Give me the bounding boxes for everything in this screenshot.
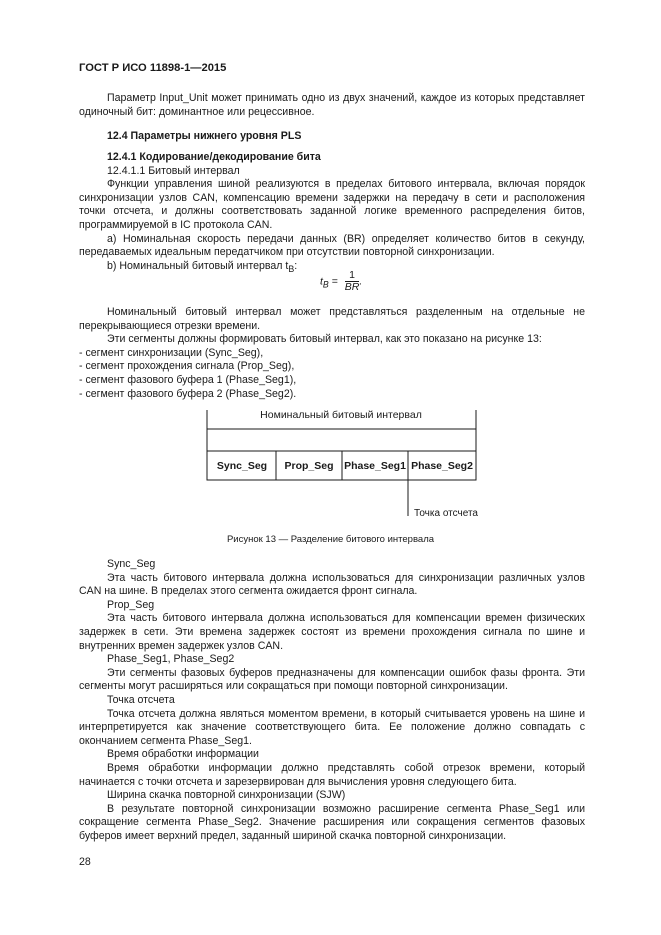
def-text: Эта часть битового интервала должна использоваться для компенсации времен физических задержек в сети. Эти времена задержек состоят из времени прохождения сигнала по шине и внутренних времен задержек узлов CAN. xyxy=(79,612,585,652)
def-text: Время обработки информации должно представлять собой отрезок времени, который начинается с точки отсчета и зарезервирован для вычисления уровня следующего бита. xyxy=(79,761,585,788)
paragraph-segments: Номинальный битовый интервал может представляться разделенным на отдельные не перекрывающиеся отрезки времени. xyxy=(79,306,585,332)
segment-sync-seg: Sync_Seg xyxy=(216,460,268,472)
segment-phase-seg1: Phase_Seg1 xyxy=(344,460,406,472)
item-a: а) Номинальная скорость передачи данных (BR) определяет количество битов в секунду, передаваемых идеальным передатчиком при отсутствии повторной синхронизации. xyxy=(79,232,585,259)
sample-point-label: Точка отсчета xyxy=(414,508,478,519)
bit-time-formula: $t_B$ = $\frac{1}{BR}$ . xyxy=(320,269,363,293)
definitions-block xyxy=(79,558,585,843)
intro-paragraph: Параметр Input_Unit может принимать одно из двух значений, каждое из которых представляет одиночный бит: доминантное или рецессивное. xyxy=(79,92,585,118)
list-item: - сегмент фазового буфера 1 (Phase_Seg1), xyxy=(79,373,297,386)
def-text: В результате повторной синхронизации возможно расширение сегмента Phase_Seg1 или сокращение сегмента Phase_Seg2. Значение расширения или сокращения сегментов фазовых буферов имеет верхний предел, заданный шириной скачка повторной синхронизации. xyxy=(79,802,585,842)
segment-phase-seg2: Phase_Seg2 xyxy=(411,460,473,472)
list-item: - сегмент фазового буфера 2 (Phase_Seg2). xyxy=(79,387,297,400)
section-heading-12-4: 12.4 Параметры нижнего уровня PLS xyxy=(107,130,302,142)
def-term: Prop_Seg xyxy=(107,598,155,611)
def-text: Эти сегменты фазовых буферов предназначены для компенсации ошибок фазы фронта. Эти сегменты могут расширяться или сокращаться при помощи повторной синхронизации. xyxy=(79,666,585,693)
segment-prop-seg: Prop_Seg xyxy=(284,460,334,472)
def-term: Phase_Seg1, Phase_Seg2 xyxy=(107,653,235,666)
list-item: - сегмент прохождения сигнала (Prop_Seg), xyxy=(79,360,295,373)
diagram-title: Номинальный битовый интервал xyxy=(260,409,422,421)
document-header: ГОСТ Р ИСО 11898-1—2015 xyxy=(79,62,227,74)
section-heading-12-4-1: 12.4.1 Кодирование/декодирование бита xyxy=(107,151,321,163)
def-term: Время обработки информации xyxy=(107,748,259,761)
section-heading-12-4-1-1: 12.4.1.1 Битовый интервал xyxy=(107,164,240,177)
figure-caption: Рисунок 13 — Разделение битового интервала xyxy=(226,534,435,545)
paragraph-bit-interval: Функции управления шиной реализуются в пределах битового интервала, включая порядок синхронизации узлов CAN, компенсацию времени задержки на передачу в сети и расположения точки отсчета, и должны соответствовать заданной логике временного распределения битов, программируемой в IC протокола CAN. xyxy=(79,178,585,231)
def-text: Точка отсчета должна являться моментом времени, в который считывается уровень на шине и интерпретируется как значение соответствующего бита. Ее положение должно совпадать с окончанием сегмента Phase_Seg1. xyxy=(79,707,585,747)
def-term: Точка отсчета xyxy=(107,693,175,706)
def-term: Ширина скачка повторной синхронизации (SJW) xyxy=(107,789,346,802)
item-b: b) Номинальный битовый интервал $t_B$: xyxy=(107,259,298,274)
formula-fraction: $\frac{1}{BR}$ xyxy=(344,269,360,293)
def-term: Sync_Seg xyxy=(107,558,156,570)
paragraph-figure-ref: Эти сегменты должны формировать битовый интервал, как это показано на рисунке 13: xyxy=(107,333,542,346)
def-text: Эта часть битового интервала должна использоваться для синхронизации различных узлов CAN на шине. В пределах этого сегмента ожидается фронт сигнала. xyxy=(79,571,585,598)
page-number: 28 xyxy=(79,856,91,868)
list-item: - сегмент синхронизации (Sync_Seg), xyxy=(79,346,264,359)
